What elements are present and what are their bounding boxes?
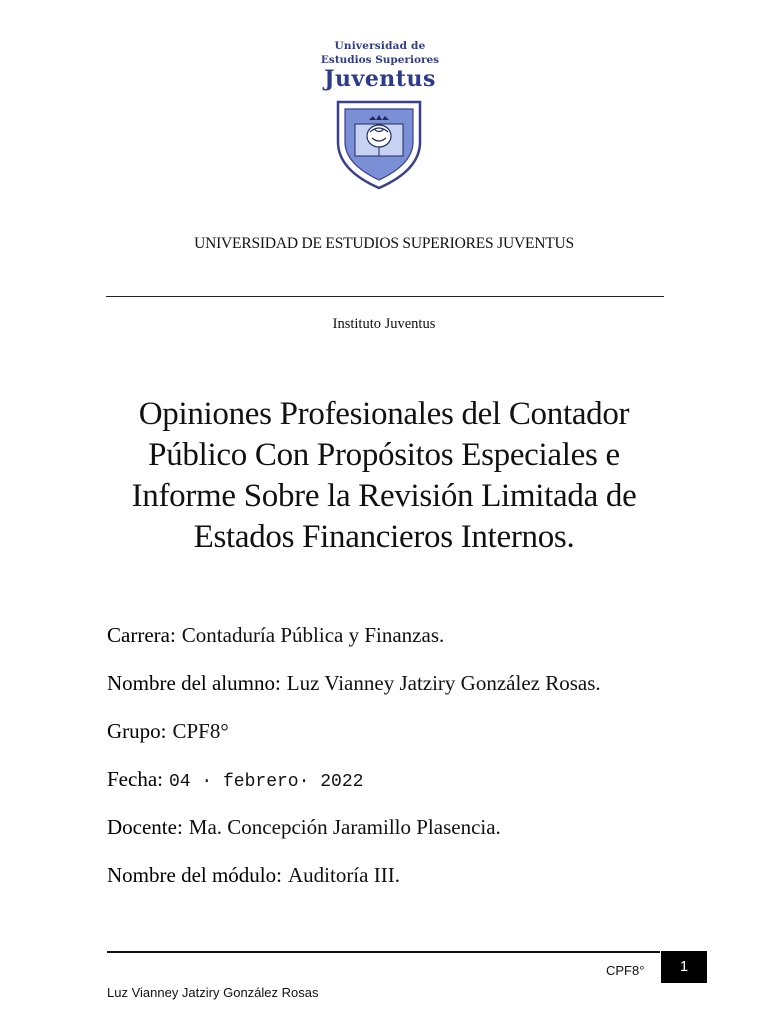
field-fecha — [107, 767, 363, 792]
field-fecha-label: Fecha: — [107, 767, 163, 791]
field-carrera — [107, 623, 444, 648]
field-alumno — [107, 671, 601, 696]
field-alumno-value: Luz Vianney Jatziry González Rosas. — [286, 671, 601, 695]
header-divider — [106, 296, 664, 297]
field-grupo-label: Grupo: — [107, 719, 167, 743]
field-alumno-label: Nombre del alumno: — [107, 671, 281, 695]
document-title — [90, 394, 678, 558]
title-line-3: Informe Sobre la Revisión Limitada de — [131, 478, 637, 514]
field-docente-label: Docente: — [107, 815, 183, 839]
field-grupo-value: CPF8° — [172, 719, 229, 743]
logo-line-2: Estudios Superiores — [320, 54, 440, 66]
logo-line-1: Universidad de — [334, 40, 426, 52]
logo-line-3: Juventus — [324, 66, 436, 92]
field-carrera-label: Carrera: — [107, 623, 176, 647]
university-logo — [310, 34, 450, 194]
shield-emblem-icon — [332, 96, 426, 190]
field-modulo — [107, 863, 400, 888]
university-name: UNIVERSIDAD DE ESTUDIOS SUPERIORES JUVENTUS — [194, 235, 574, 252]
field-modulo-value: Auditoría III. — [287, 863, 400, 887]
field-carrera-value: Contaduría Pública y Finanzas. — [181, 623, 445, 647]
footer-group-code: CPF8° — [606, 963, 645, 978]
title-line-4: Estados Financieros Internos. — [193, 519, 575, 555]
footer-divider — [107, 951, 660, 953]
title-line-2: Público Con Propósitos Especiales e — [148, 437, 620, 473]
field-fecha-value: 04 · febrero· 2022 — [168, 772, 364, 792]
field-docente — [107, 815, 501, 840]
field-docente-value: Ma. Concepción Jaramillo Plasencia. — [188, 815, 501, 839]
field-grupo — [107, 719, 229, 744]
footer-author: Luz Vianney Jatziry González Rosas — [107, 985, 319, 1000]
page-number: 1 — [661, 951, 707, 983]
title-line-1: Opiniones Profesionales del Contador — [138, 396, 630, 432]
field-modulo-label: Nombre del módulo: — [107, 863, 282, 887]
institute-name: Instituto Juventus — [332, 316, 436, 332]
